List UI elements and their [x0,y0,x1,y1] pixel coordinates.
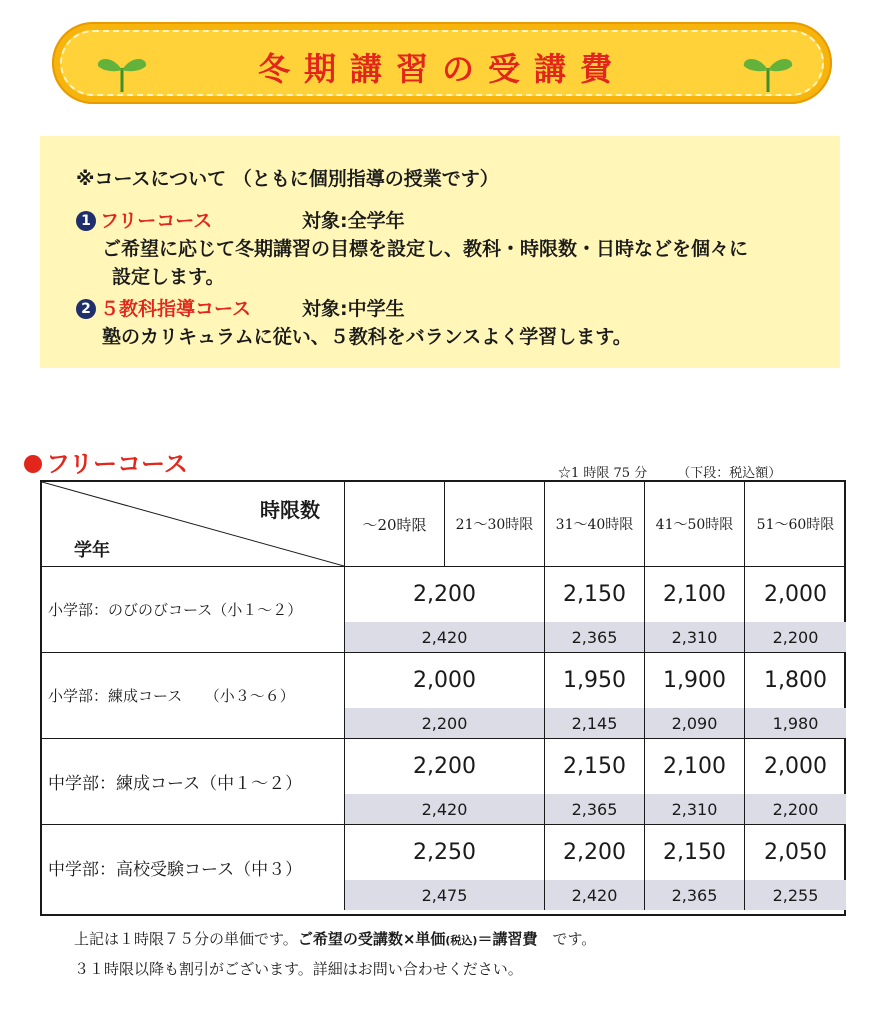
taxed-price-cell: 2,200 [344,708,544,738]
price-cell: 2,150 [644,824,744,880]
taxed-price-cell: 2,310 [644,794,744,824]
price-cell: 2,000 [744,738,846,794]
header-grade: 学年 [74,540,110,561]
footer-note-1d: です。 [537,930,597,948]
page-title: 冬期講習の受講費 [257,50,626,88]
taxed-price-cell: 2,090 [644,708,744,738]
footer-tax-incl: (税込) [445,934,478,947]
taxed-price-cell: 2,420 [544,880,644,910]
info-heading: ※コースについて （ともに個別指導の授業です） [76,168,499,190]
column-header: 21～30時限 [444,482,544,566]
price-cell: 2,150 [544,566,644,622]
price-cell: 2,200 [544,824,644,880]
bullet-dot-icon [24,455,42,473]
sprout-icon [740,50,796,94]
taxed-price-cell: 2,475 [344,880,544,910]
price-cell: 2,000 [744,566,846,622]
course2-desc: 塾のカリキュラムに従い、５教科をバランスよく学習します。 [102,326,632,348]
footer-note-1a: 上記は１時限７５分の単価です。 [74,930,298,948]
row-label: 中学部：練成コース（中１～２） [42,738,344,824]
price-cell: 2,150 [544,738,644,794]
course1-desc: ご希望に応じて冬期講習の目標を設定し、教科・時限数・日時などを個々に [102,238,749,260]
course2-target: 対象:中学生 [302,298,405,320]
taxed-price-cell: 2,200 [744,794,846,824]
course2-name: ５教科指導コース [100,298,252,320]
row-label: 小学部：のびのびコース（小１～２） [42,566,344,652]
taxed-price-cell: 2,365 [544,622,644,652]
header-periods: 時限数 [260,498,320,522]
row-label: 中学部：高校受験コース（中３） [42,824,344,910]
taxed-price-cell: 2,365 [644,880,744,910]
column-header: 31～40時限 [544,482,644,566]
taxed-price-cell: 2,145 [544,708,644,738]
period-note-text: ☆1 時限 75 分 [558,466,648,481]
taxed-price-cell: 1,980 [744,708,846,738]
price-cell: 1,800 [744,652,846,708]
footer-note-2: ３１時限以降も割引がございます。詳細はお問い合わせください。 [74,960,523,978]
taxed-price-cell: 2,255 [744,880,846,910]
course1-desc-cont: 設定します。 [112,266,225,288]
title-banner [52,22,832,104]
section-title [24,444,188,479]
tax-note-text: （下段：税込額） [677,466,782,481]
taxed-price-cell: 2,310 [644,622,744,652]
course-info-box [40,136,840,368]
course2-line [76,294,251,321]
taxed-price-cell: 2,200 [744,622,846,652]
course1-line [76,206,212,233]
row-label: 小学部：練成コース （小３～６） [42,652,344,738]
price-cell: 1,950 [544,652,644,708]
course1-target: 対象:全学年 [302,210,405,232]
taxed-price-cell: 2,420 [344,622,544,652]
price-cell: 2,100 [644,738,744,794]
footer-fee: ＝講習費 [477,930,538,948]
section-title-text: フリーコース [46,450,188,478]
taxed-price-cell: 2,365 [544,794,644,824]
price-cell: 2,000 [344,652,544,708]
taxed-price-cell: 2,420 [344,794,544,824]
price-cell: 2,250 [344,824,544,880]
price-cell: 1,900 [644,652,744,708]
number-2-icon: 2 [76,299,96,319]
footer-formula: ご希望の受講数×単価 [297,930,446,948]
column-header: 51～60時限 [744,482,846,566]
price-cell: 2,100 [644,566,744,622]
footer-note-1 [74,928,596,949]
number-1-icon: 1 [76,211,96,231]
course1-name: フリーコース [100,210,213,232]
price-cell: 2,200 [344,566,544,622]
period-note [558,462,781,481]
column-header: ～20時限 [344,482,444,566]
price-cell: 2,050 [744,824,846,880]
price-cell: 2,200 [344,738,544,794]
column-header: 41～50時限 [644,482,744,566]
price-table [40,480,846,916]
